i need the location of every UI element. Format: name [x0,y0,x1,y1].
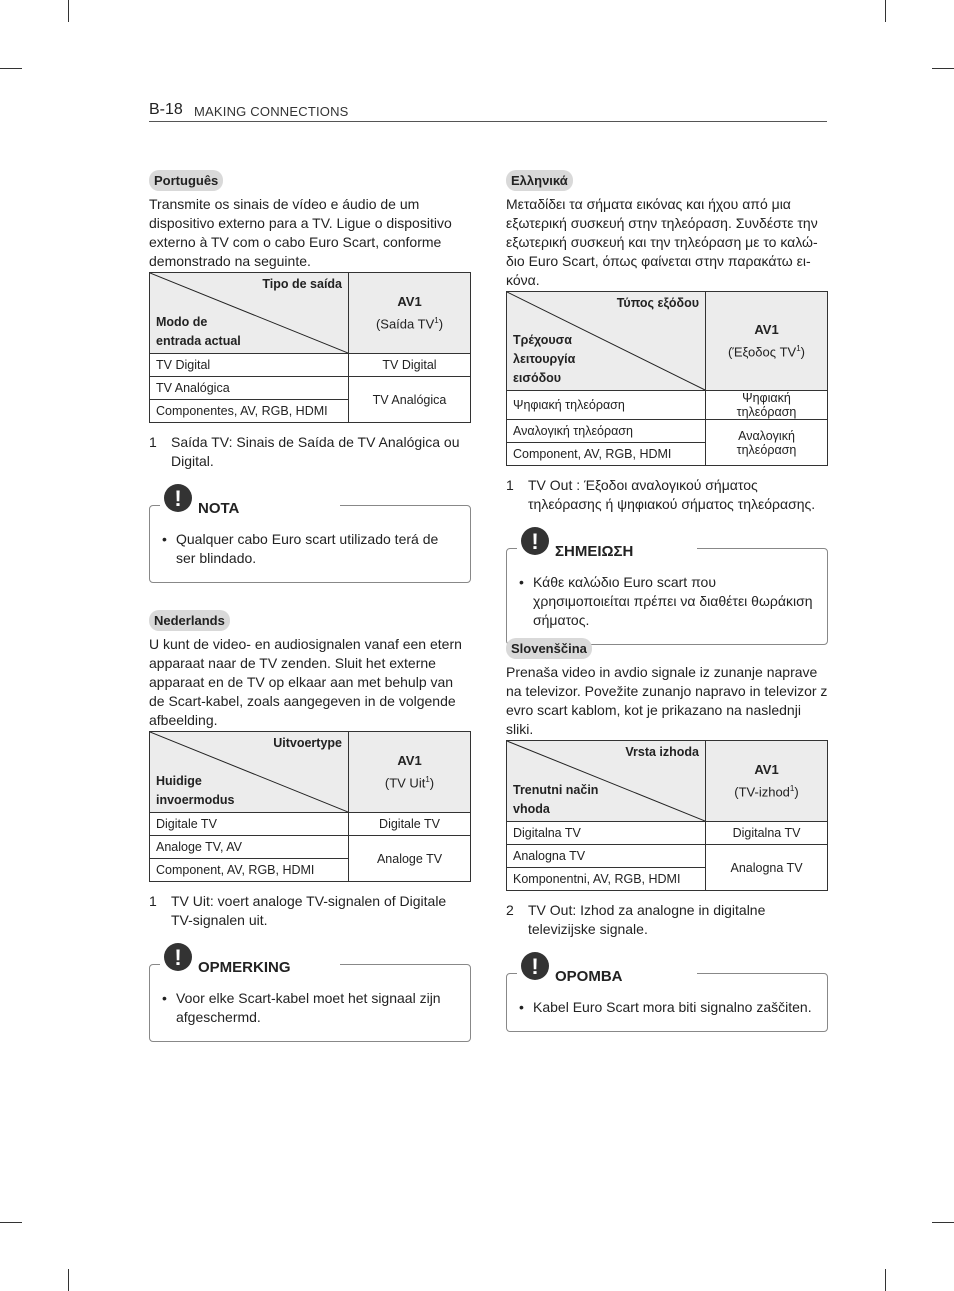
note-title: OPMERKING [198,959,291,976]
exclamation-icon: ! [164,943,192,971]
bullet-icon: • [519,999,524,1015]
note-box [506,529,828,645]
av-sub [355,311,464,333]
note-text: Qualquer cabo Euro scart utilizado terá de ser blindado. [176,531,439,566]
exclamation-icon: ! [521,527,549,555]
bullet-icon: • [162,531,167,547]
footnote-text: TV Out: Izhod za analogne in digitalne televizijske signale. [528,902,766,937]
av-sub [712,779,821,801]
exclamation-icon: ! [164,484,192,512]
note-title: NOTA [198,500,240,517]
footnote [506,476,828,514]
note-box [149,486,471,583]
footnote-ref: 1 [425,775,430,785]
output-digital: TV Digital [349,354,471,377]
footnote-ref: 1 [434,316,439,326]
language-label: Nederlands [149,610,230,631]
av-label: AV1 [754,322,779,338]
note-item [162,989,458,1027]
note-item [519,573,815,630]
section-title: MAKING CONNECTIONS [194,104,349,119]
output-digital: Digitale TV [349,813,471,836]
table-row: Component, AV, RGB, HDMI [507,443,706,466]
connection-table [149,731,471,882]
output-analog: Analoge TV [349,836,471,882]
table-header-diagonal [150,273,349,354]
note-title: OPOMBA [555,968,623,985]
table-row: Αναλογική τηλεόραση [507,420,706,443]
av-sub-text: (Έξοδος TV [728,344,797,360]
table-row: Analoge TV, AV [150,836,349,859]
note-box [506,954,828,1032]
av-sub [355,770,464,792]
section-portugues [149,170,471,583]
footnote-text: TV Uit: voert analoge TV-signalen of Digitale TV-signalen uit. [171,893,447,928]
page-number: B-18 [149,101,183,118]
av-sub-close: ) [794,784,799,800]
av-header [706,292,828,391]
bullet-icon: • [519,574,524,590]
output-type-label: Τύπος εξόδου [616,296,700,310]
note-text: Κάθε καλώδιο Euro scart που χρησιμοποιείται πρέπει να διαθέτει θωράκιση σήματος. [533,574,813,628]
av-sub-close: ) [429,775,435,791]
note-item [519,998,815,1017]
table-row: Componentes, AV, RGB, HDMI [150,400,349,423]
input-mode-label: Huidige invoermodus [156,774,235,807]
note-text: Voor elke Scart-kabel moet het signaal zijn afgeschermd. [176,990,441,1025]
table-row: TV Digital [150,354,349,377]
table-row: Ψηφιακή τηλεόραση [507,391,706,420]
table-header-diagonal [507,292,706,391]
footnote-number: 1 [149,434,157,450]
table-row: Analogna TV [507,845,706,868]
section-nederlands [149,610,471,1042]
output-type-label: Uitvoertype [273,736,343,750]
footnote-text: TV Out : Έξοδοι αναλογικού σήματος τηλεόρασης ή ψηφιακού σήματος τηλεόρασης. [528,477,816,512]
footnote-number: 1 [149,893,157,909]
note-box [149,945,471,1042]
input-mode-label: Trenutni način vhoda [513,783,599,816]
output-type-label: Tipo de saída [262,277,343,291]
language-label: Português [149,170,223,191]
footnote [149,433,471,471]
av-sub-text: (Saída TV [375,316,435,332]
intro-text: Transmite os sinais de vídeo e áudio de um dispositivo externo para a TV. Ligue o dispositivo externo à TV com o cabo Euro Scart, conforme demonstrado na seguinte. [149,196,452,269]
av-sub-close: ) [438,316,444,332]
output-analog: TV Analógica [349,377,471,423]
table-row: TV Analógica [150,377,349,400]
output-type-label: Vrsta izhoda [625,745,700,759]
av-sub-close: ) [800,344,805,360]
connection-table [506,740,828,891]
note-title: ΣΗΜΕΙΩΣΗ [555,543,634,560]
section-ellinika [506,170,828,645]
connection-table [149,272,471,423]
footnote-ref: 1 [789,784,795,794]
note-item [162,530,458,568]
av-header [349,273,471,354]
av-label: AV1 [754,762,779,778]
input-mode-label: Τρέχουσα λειτουργία εισόδου [513,333,576,385]
footnote-text: Saída TV: Sinais de Saída de TV Analógica ou Digital. [171,434,460,469]
table-row: Digitale TV [150,813,349,836]
table-row: Component, AV, RGB, HDMI [150,859,349,882]
av-sub-text: (TV Uit [384,775,426,791]
table-row: Digitalna TV [507,822,706,845]
footnote-number: 2 [506,902,514,918]
table-header-diagonal [507,741,706,822]
av-sub [712,339,821,361]
table-header-diagonal [150,732,349,813]
page-header [149,99,827,122]
intro-text: Prenaša video in avdio signale iz zunanje naprave na televizor. Povežite zunanjo napravo in televizor z evro scart kablom, kot je prikazano na naslednji sliki. [506,664,828,737]
exclamation-icon: ! [521,952,549,980]
footnote [149,892,471,930]
connection-table [506,291,828,466]
language-label: Slovenščina [506,638,592,659]
output-analog: Analogna TV [706,845,828,891]
av-label: AV1 [397,753,422,769]
footnote-ref: 1 [796,344,801,354]
intro-text: Μεταδίδει τα σήματα εικόνας και ήχου από μια εξωτερική συσκευή στην τηλεόραση. Συνδέστε την εξωτερική συσκευή και την τηλεόραση με το καλώ-διο Euro Scart, όπως φαίνεται στην παρακάτω ει- κόνα. [506,196,818,288]
bullet-icon: • [162,990,167,1006]
output-digital: Ψηφιακή τηλεόραση [706,391,828,420]
table-row: Komponentni, AV, RGB, HDMI [507,868,706,891]
section-slovenscina [506,638,828,1032]
note-text: Kabel Euro Scart mora biti signalno zaščiten. [533,999,812,1015]
intro-text: U kunt de video- en audiosignalen vanaf een etern apparaat naar de TV zenden. Sluit het externe apparaat en de TV op elkaar aan met behulp van de Scart-kabel, zoals aangegeven in de volgende afbeelding. [149,636,462,728]
footnote [506,901,828,939]
av-label: AV1 [397,294,422,310]
output-digital: Digitalna TV [706,822,828,845]
output-analog: Αναλογική τηλεόραση [706,420,828,466]
av-header [706,741,828,822]
av-sub-text: (TV-izhod [734,784,790,800]
av-header [349,732,471,813]
footnote-number: 1 [506,477,514,493]
input-mode-label: Modo de entrada actual [156,315,241,348]
language-label: Ελληνικά [506,170,573,191]
